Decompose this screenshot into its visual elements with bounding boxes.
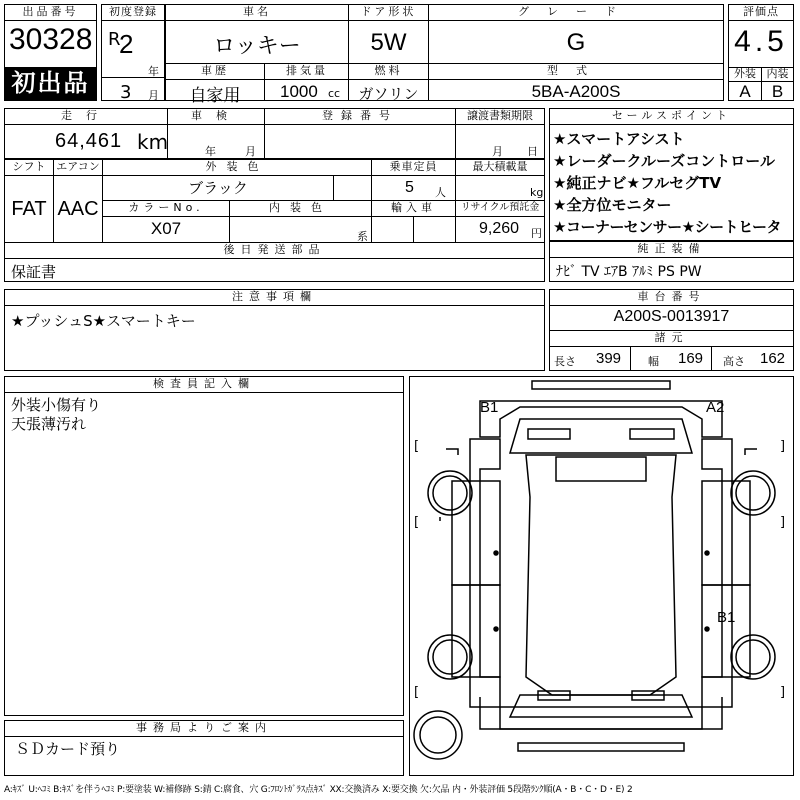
year-unit: 年 (148, 65, 159, 78)
door-label: ドア形状 (360, 5, 417, 18)
length-label: 長さ (554, 355, 576, 368)
vehicle-header-box (165, 4, 724, 106)
interior-color-label: 内装色 (269, 201, 332, 214)
mileage-label: 走行 (61, 109, 111, 122)
sales-point-item: ★純正ナビ★フルセグTV (553, 174, 722, 192)
score-value: 4.5 (734, 25, 788, 58)
height-label: 高さ (723, 355, 745, 368)
era-letter: R (108, 29, 121, 50)
equipment-box (549, 241, 794, 282)
sales-point-item: ★全方位モニター (553, 196, 672, 214)
recycle-value: 9,260 (479, 220, 520, 237)
first-reg-month: 3 (120, 82, 132, 103)
recycle-label: リサイクル預託金 (460, 202, 540, 213)
displacement-value: 1000 (280, 82, 318, 101)
score-label: 評価点 (743, 5, 779, 18)
exterior-grade-value: A (739, 82, 751, 101)
width-value: 169 (678, 350, 704, 367)
damage-mark-b1-rear: B1 (717, 609, 736, 626)
history-label: 車歴 (201, 64, 229, 77)
chassis-box (549, 289, 794, 371)
transfer-day-unit: 日 (527, 145, 538, 158)
lot-label: 出品番号 (22, 5, 79, 18)
exterior-grade-label: 外装 (734, 67, 756, 80)
office-box (4, 720, 404, 776)
sales-points-list (553, 128, 793, 238)
bracket-right-1: ] (780, 439, 786, 454)
notes-value: ★プッシュS★スマートキー (11, 312, 196, 330)
spec-row-box (4, 159, 545, 282)
ac-label: エアコン (56, 160, 100, 173)
later-parts-value: 保証書 (11, 263, 57, 281)
bracket-right-2: ] (780, 515, 786, 530)
inspection-month-unit: 月 (245, 145, 256, 158)
color-no-label: カラーNo. (128, 201, 204, 214)
model-code-label: 型式 (547, 64, 605, 77)
office-label: 事務局よりご案内 (136, 721, 272, 734)
equipment-label: 純正装備 (637, 242, 706, 255)
damage-mark-a2: A2 (706, 399, 725, 416)
mileage-value: 64,461 (55, 130, 123, 152)
sales-points-box (549, 108, 794, 241)
mileage-row-box (4, 108, 545, 159)
import-label: 輸入車 (391, 201, 436, 214)
office-value: ＳＤカード預り (15, 740, 121, 758)
sales-point-item: ★スマートアシスト (553, 130, 685, 148)
inspection-label: 車検 (191, 109, 241, 122)
interior-color-unit: 系 (357, 230, 368, 243)
notes-label: 注意事項欄 (232, 290, 317, 303)
inspection-year-unit: 年 (205, 145, 216, 158)
shift-value: FAT (11, 198, 47, 220)
grade-label: グレード (518, 5, 634, 18)
length-value: 399 (596, 350, 622, 367)
first-registration-box (101, 4, 165, 101)
inspector-box (4, 376, 404, 716)
first-reg-label: 初度登録 (109, 5, 157, 18)
damage-mark-b1-front: B1 (480, 399, 499, 416)
chassis-label: 車台番号 (637, 290, 706, 303)
max-load-label: 最大積載量 (472, 160, 528, 173)
first-reg-year: 2 (119, 29, 134, 59)
inspector-label: 検査員記入欄 (153, 377, 255, 390)
mileage-unit: km (137, 130, 169, 154)
bracket-left-1: [ (414, 439, 420, 454)
height-value: 162 (760, 350, 786, 367)
sales-points-label: セールスポイント (611, 109, 731, 122)
shift-label: シフト (12, 160, 46, 173)
width-label: 幅 (648, 355, 659, 368)
later-parts-label: 後日発送部品 (223, 243, 326, 256)
recycle-unit: 円 (531, 227, 542, 240)
lot-number: 30328 (9, 23, 93, 56)
color-label: 外装色 (205, 160, 269, 173)
displacement-label: 排気量 (286, 64, 328, 77)
bracket-right-3: ] (780, 685, 786, 700)
fuel-label: 燃料 (374, 64, 403, 77)
model-name: ロッキー (213, 34, 301, 59)
bracket-left-3: [ (414, 685, 420, 700)
capacity-value: 5 (405, 179, 414, 196)
color-no-value: X07 (150, 219, 182, 238)
damage-diagram-box (409, 376, 794, 776)
inspector-notes (11, 396, 101, 434)
model-name-label: 車名 (243, 5, 271, 18)
bracket-left-2: [ (414, 515, 420, 530)
capacity-unit: 人 (435, 186, 446, 199)
transfer-month-unit: 月 (492, 145, 503, 158)
inspector-line: 外装小傷有り (11, 396, 102, 414)
color-value: ブラック (188, 179, 248, 197)
interior-grade-value: B (771, 82, 784, 101)
first-listing-badge: 初出品 (5, 67, 96, 100)
legend-text: A:ｷｽﾞ U:ﾍｺﾐ B:ｷｽﾞを伴うﾍｺﾐ P:要塗装 W:補修跡 S:錆 C:腐食、穴 G:ﾌﾛﾝﾄｶﾞﾗｽ点ｷｽﾞ XX:交換済み X:要交換 欠:欠品 内・外装評価 5段階ﾗﾝｸ順(A・B・C・D・E) 2 (4, 785, 633, 795)
sales-point-item: ★レーダークルーズコントロール (553, 152, 775, 170)
chassis-value: A200S-0013917 (613, 308, 730, 325)
score-box (728, 4, 794, 101)
grade-value: G (566, 29, 586, 56)
displacement-unit: cc (328, 87, 341, 100)
model-code-value: 5BA-A200S (531, 82, 621, 101)
interior-grade-label: 内装 (766, 67, 789, 80)
door-value: 5W (370, 29, 407, 56)
fuel-value: ガソリン (358, 85, 419, 103)
plate-label: 登録番号 (322, 109, 398, 122)
ac-value: AAC (57, 198, 99, 220)
dims-label: 諸元 (654, 331, 689, 344)
notes-box (4, 289, 545, 371)
sales-point-item: ★コーナーセンサー★シートヒータ (553, 218, 781, 236)
lot-box (4, 4, 97, 101)
transfer-label: 譲渡書類期限 (467, 109, 533, 122)
month-unit: 月 (148, 89, 159, 102)
car-diagram (410, 377, 793, 775)
equipment-value: ﾅﾋﾞ TV ｴｱB ｱﾙﾐ PS PW (556, 264, 702, 280)
history-value: 自家用 (189, 86, 241, 106)
max-load-unit: kg (530, 186, 544, 199)
inspector-line: 天張薄汚れ (11, 415, 87, 433)
capacity-label: 乗車定員 (389, 160, 438, 173)
